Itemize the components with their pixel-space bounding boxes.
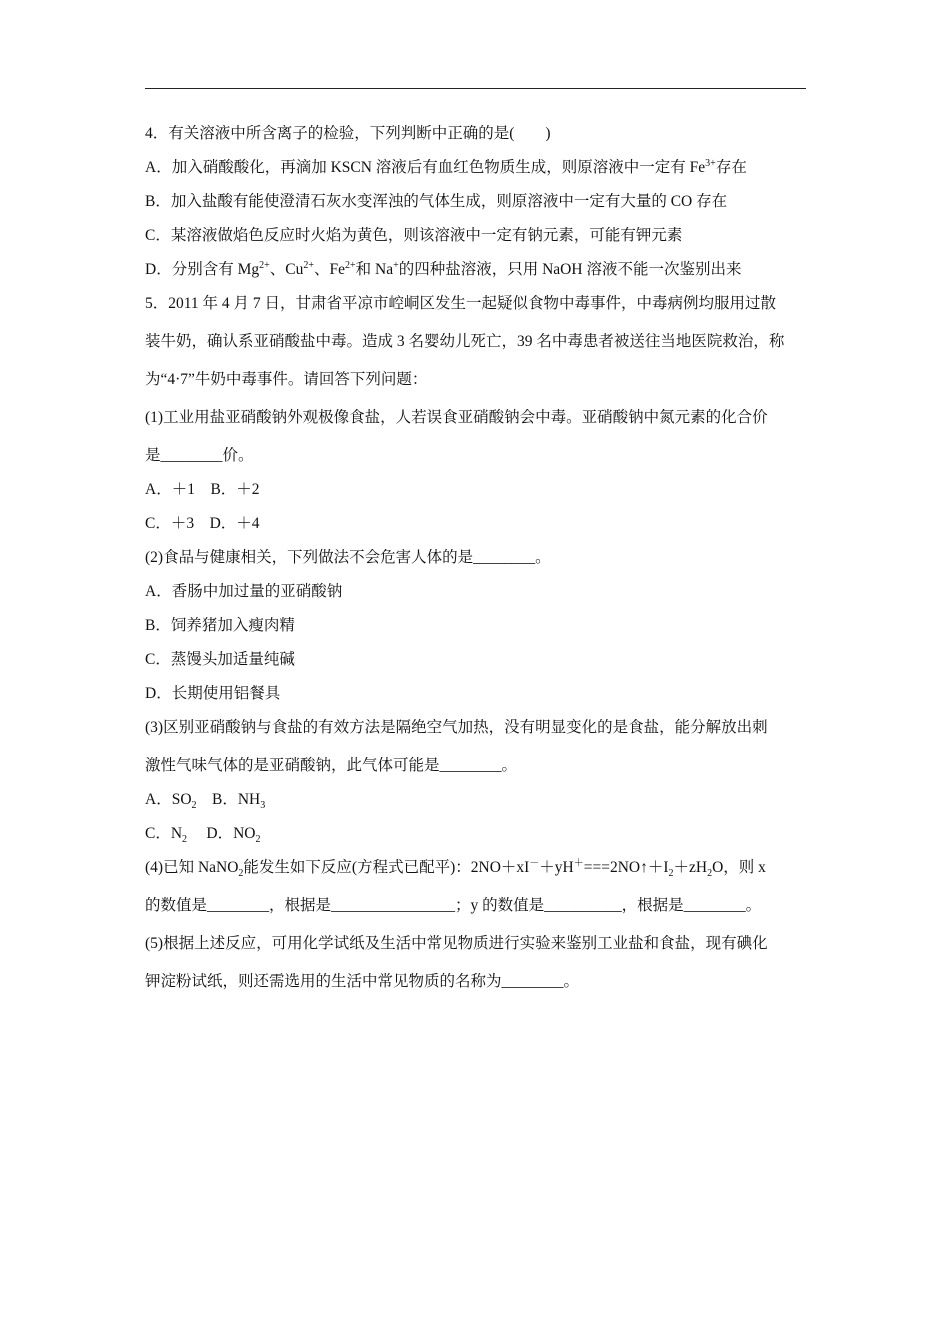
question-content (145, 124, 810, 992)
q4-option-a: A．加入硝酸酸化，再滴加 KSCN 溶液后有血红色物质生成，则原溶液中一定有 $Fe^{3+}$存在 (145, 157, 747, 176)
q5-part2-option-b: B．饲养猪加入瘦肉精 (145, 617, 295, 634)
q5-part1-options-cd: C．＋3 D．＋4 (145, 515, 260, 532)
q5-part1-line: (1)工业用盐亚硝酸钠外观极像食盐，人若误食亚硝酸钠会中毒。亚硝酸钠中氮元素的化合价 (145, 409, 768, 426)
q5-part2-option-c: C．蒸馒头加适量纯碱 (145, 651, 295, 668)
q5-part1-line: 是________价。 (145, 447, 254, 464)
q5-part5-line: (5)根据上述反应，可用化学试纸及生活中常见物质进行实验来鉴别工业盐和食盐，现有碘化 (145, 935, 768, 952)
q5-part2-option-d: D．长期使用铝餐具 (145, 685, 281, 702)
q4-option-c: C．某溶液做焰色反应时火焰为黄色，则该溶液中一定有钠元素，可能有钾元素 (145, 227, 683, 244)
q4-stem: 4．有关溶液中所含离子的检验，下列判断中正确的是( ) (145, 125, 551, 142)
q5-part3-options-ab: A．$SO_2$ B．$NH_3$ (145, 791, 266, 812)
q5-part2-stem: (2)食品与健康相关，下列做法不会危害人体的是________。 (145, 549, 551, 566)
q5-part4-equation-line: (4)已知 NaNO$_2$能发生如下反应(方程式已配平)：$2NO+xI^-+yH^+===2NO↑+I_2+zH_2O$，则 x (145, 857, 766, 880)
header-rule (145, 88, 806, 89)
q5-part3-options-cd: C．$N_2$ D．$NO_2$ (145, 825, 261, 846)
q5-part4-blanks-line: 的数值是________，根据是________________；y 的数值是__________，根据是________。 (145, 897, 762, 914)
q5-intro-line: 装牛奶，确认系亚硝酸盐中毒。造成 3 名婴幼儿死亡，39 名中毒患者被送往当地医院救治，称 (145, 333, 785, 350)
q5-part5-line: 钾淀粉试纸，则还需选用的生活中常见物质的名称为________。 (145, 973, 580, 990)
q4-option-b: B．加入盐酸有能使澄清石灰水变浑浊的气体生成，则原溶液中一定有大量的 CO 存在 (145, 193, 728, 210)
q5-intro-line: 5．2011 年 4 月 7 日，甘肃省平凉市崆峒区发生一起疑似食物中毒事件，中毒病例均服用过散 (145, 295, 777, 312)
q5-intro-line: 为“4·7”牛奶中毒事件。请回答下列问题： (145, 371, 428, 388)
q5-part2-option-a: A．香肠中加过量的亚硝酸钠 (145, 583, 343, 600)
q5-part3-line: (3)区别亚硝酸钠与食盐的有效方法是隔绝空气加热，没有明显变化的是食盐，能分解放出刺 (145, 719, 768, 736)
q4-option-d: D．分别含有 $Mg^{2+}$、$Cu^{2+}$、$Fe^{2+}$和 Na+的四种盐溶液，只用 NaOH 溶液不能一次鉴别出来 (145, 259, 742, 278)
q5-part3-line: 激性气味气体的是亚硝酸钠，此气体可能是________。 (145, 757, 518, 774)
q5-part1-options-ab: A．＋1 B．＋2 (145, 481, 260, 498)
